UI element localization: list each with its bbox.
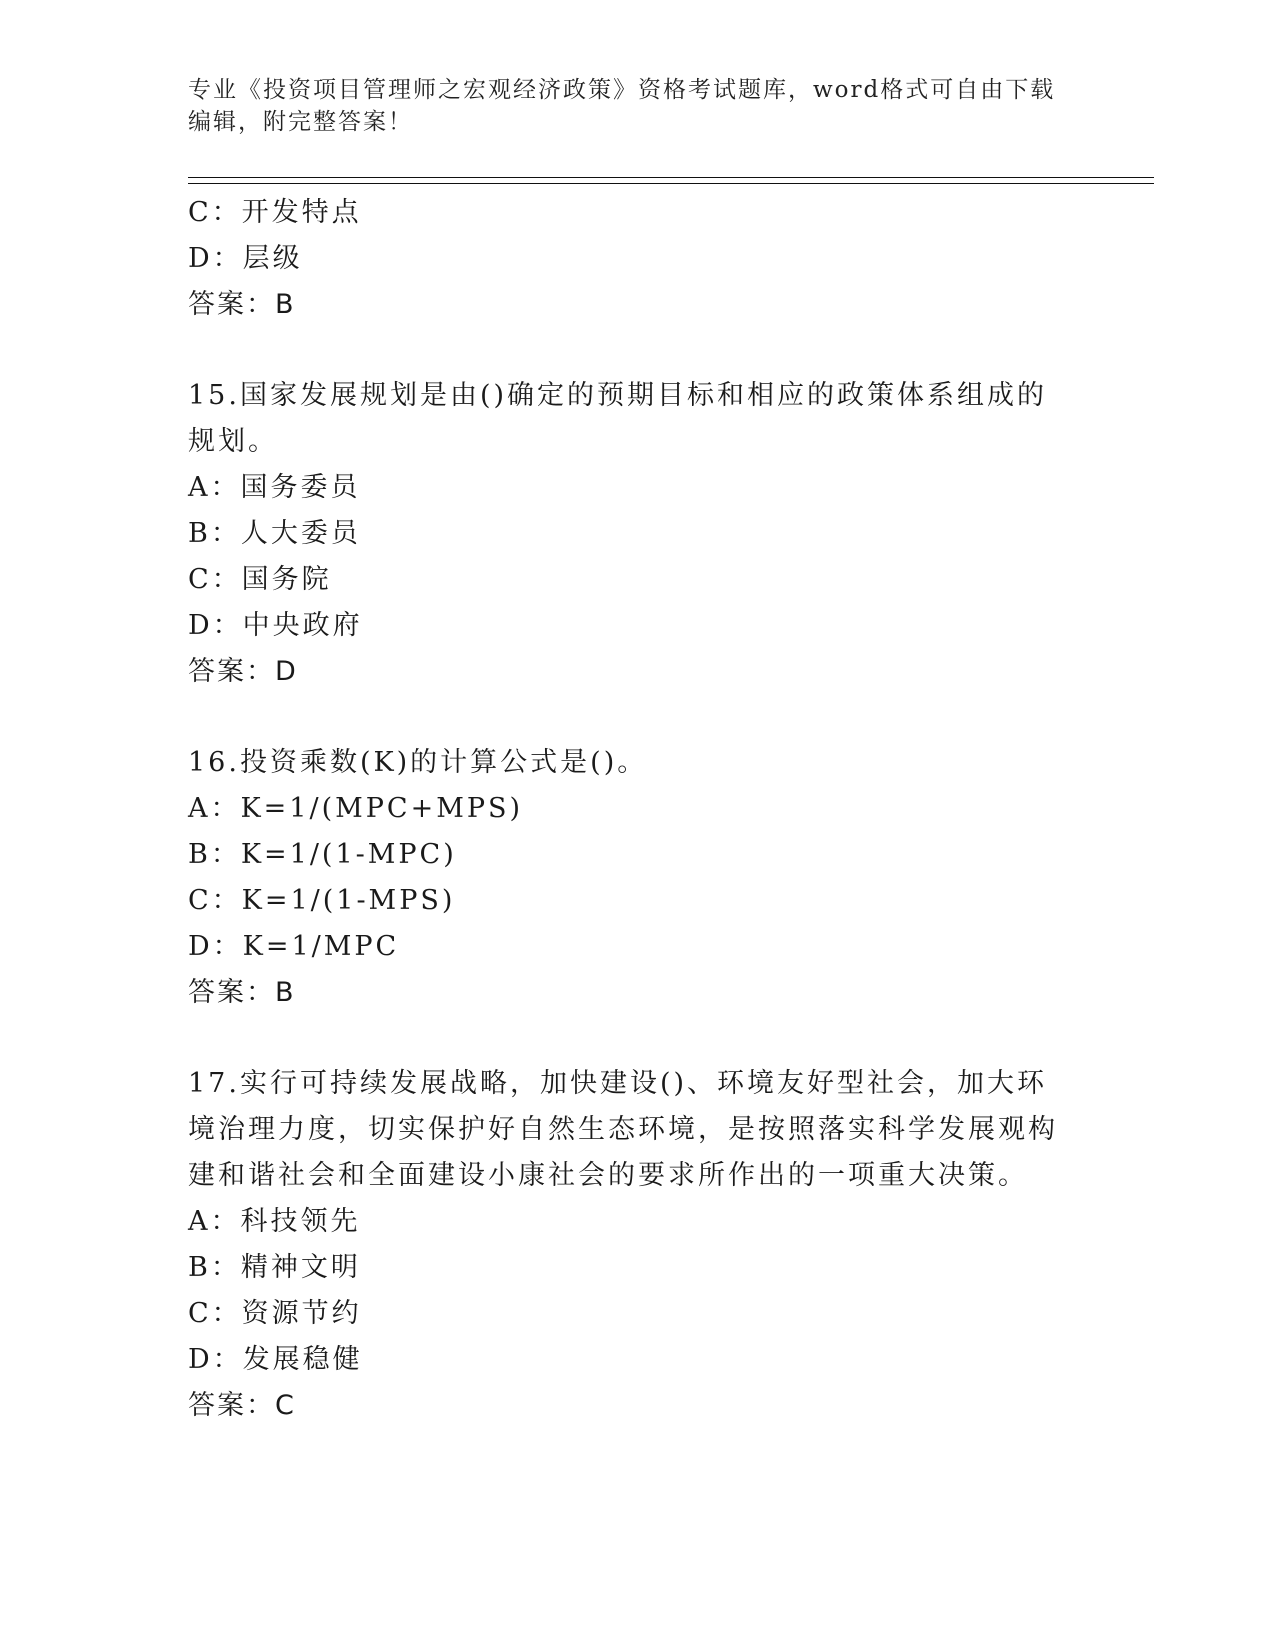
question-15 <box>188 373 1088 695</box>
option-d: D：层级 <box>188 243 303 274</box>
answer-line: 答案：C <box>188 1390 296 1421</box>
question-16 <box>188 740 1088 1016</box>
option-a: A：K=1/(MPC+MPS) <box>188 793 524 824</box>
question-stem: 15.国家发展规划是由()确定的预期目标和相应的政策体系组成的规划。 <box>188 380 1048 457</box>
option-c: C：资源节约 <box>188 1298 362 1329</box>
option-a: A：科技领先 <box>188 1206 361 1237</box>
option-b: B：人大委员 <box>188 518 361 549</box>
previous-question-tail <box>188 190 1088 328</box>
answer-line: 答案：B <box>188 977 296 1008</box>
page-header-title: 专业《投资项目管理师之宏观经济政策》资格考试题库，word格式可自由下载编辑，附完整答案！ <box>188 77 1056 135</box>
option-c: C：开发特点 <box>188 197 362 228</box>
option-b: B：精神文明 <box>188 1252 361 1283</box>
option-d: D：发展稳健 <box>188 1344 363 1375</box>
option-b: B：K=1/(1-MPC) <box>188 839 457 870</box>
answer-line: 答案：D <box>188 656 298 687</box>
question-stem: 16.投资乘数(K)的计算公式是()。 <box>188 747 648 778</box>
option-a: A：国务委员 <box>188 472 361 503</box>
question-list <box>188 190 1088 1429</box>
question-17 <box>188 1061 1088 1429</box>
header-divider-top <box>188 177 1154 178</box>
option-c: C：国务院 <box>188 564 332 595</box>
option-d: D：K=1/MPC <box>188 931 400 962</box>
header-divider-bottom <box>188 183 1154 184</box>
question-stem: 17.实行可持续发展战略，加快建设()、环境友好型社会，加大环境治理力度，切实保护好自然生态环境，是按照落实科学发展观构建和谐社会和全面建设小康社会的要求所作出的一项重大决策。 <box>188 1068 1058 1191</box>
answer-line: 答案：B <box>188 289 296 320</box>
option-c: C：K=1/(1-MPS) <box>188 885 456 916</box>
option-d: D：中央政府 <box>188 610 363 641</box>
